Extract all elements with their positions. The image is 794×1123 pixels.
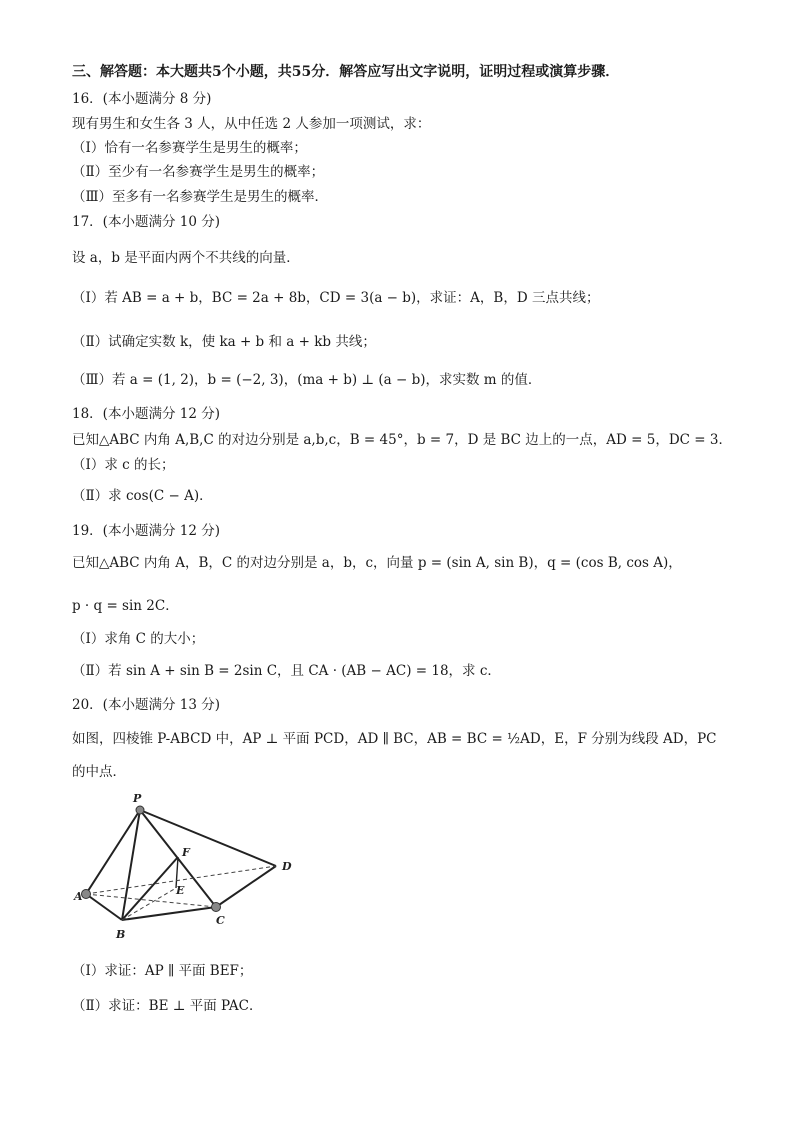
problem-16-part-1: （Ⅰ）恰有一名参赛学生是男生的概率；: [72, 140, 307, 156]
problem-18-stem: 已知△ABC 内角 A,B,C 的对边分别是 a,b,c，B = 45°，b = 7，D 是 BC 边上的一点，AD = 5，DC = 3．: [72, 432, 732, 448]
problem-18-heading: 18．(本小题满分 12 分): [72, 406, 220, 422]
label-P: P: [133, 792, 142, 805]
problem-18-part-1: （Ⅰ）求 c 的长；: [72, 457, 175, 473]
pyramid-figure: [72, 790, 312, 950]
problem-16-part-2: （Ⅱ）至少有一名参赛学生是男生的概率；: [72, 164, 325, 180]
edge-BC: [122, 907, 216, 920]
diagonal-AC-hidden: [86, 894, 216, 907]
problem-16-heading: 16．(本小题满分 8 分): [72, 91, 212, 107]
label-C: C: [216, 914, 225, 927]
label-A: A: [74, 890, 83, 903]
problem-20-part-2: （Ⅱ）求证：BE ⊥ 平面 PAC．: [72, 998, 263, 1014]
problem-17-heading: 17．(本小题满分 10 分): [72, 214, 220, 230]
edge-CD: [216, 866, 276, 907]
problem-17-stem: 设 a，b 是平面内两个不共线的向量．: [72, 250, 300, 266]
problem-17-part-3: （Ⅲ）若 a = (1, 2)，b = (−2, 3)，(ma + b) ⊥ (a − b)，求实数 m 的值．: [72, 372, 542, 388]
vertex-P: [136, 806, 144, 814]
vertex-C: [212, 903, 221, 912]
vertex-A: [82, 890, 91, 899]
edge-PD: [140, 810, 276, 866]
segment-BE-hidden: [122, 888, 176, 920]
label-F: F: [182, 846, 190, 859]
label-D: D: [282, 860, 292, 873]
pyramid-diagram: [72, 790, 312, 950]
problem-19-part-1: （Ⅰ）求角 C 的大小；: [72, 631, 205, 647]
problem-19-heading: 19．(本小题满分 12 分): [72, 523, 220, 539]
problem-17-part-1: （Ⅰ）若 AB = a + b，BC = 2a + 8b，CD = 3(a − b)，求证：A，B，D 三点共线；: [72, 290, 600, 306]
problem-19-stem-cont: p · q = sin 2C．: [72, 598, 179, 614]
label-E: E: [176, 884, 185, 897]
problem-16-part-3: （Ⅲ）至多有一名参赛学生是男生的概率．: [72, 189, 329, 205]
edge-PA: [86, 810, 140, 894]
problem-18-part-2: （Ⅱ）求 cos(C − A)．: [72, 488, 213, 504]
problem-17-part-2: （Ⅱ）试确定实数 k，使 ka + b 和 a + kb 共线；: [72, 334, 376, 350]
problem-20-stem: 如图，四棱锥 P-ABCD 中，AP ⊥ 平面 PCD，AD ∥ BC，AB = BC = ½AD，E，F 分别为线段 AD，PC: [72, 731, 717, 747]
problem-19-part-2: （Ⅱ）若 sin A + sin B = 2sin C，且 CA · (AB − AC) = 18，求 c．: [72, 663, 501, 679]
problem-19-stem: 已知△ABC 内角 A，B，C 的对边分别是 a，b，c，向量 p = (sin A, sin B)，q = (cos B, cos A)，: [72, 555, 682, 571]
problem-20-stem-cont: 的中点．: [72, 764, 126, 780]
problem-20-part-1: （Ⅰ）求证：AP ∥ 平面 BEF；: [72, 963, 253, 979]
edge-AB: [86, 894, 122, 920]
section-header: 三、解答题：本大题共5个小题，共55分．解答应写出文字说明，证明过程或演算步骤．: [72, 64, 620, 80]
label-B: B: [116, 928, 126, 941]
problem-20-heading: 20．(本小题满分 13 分): [72, 697, 220, 713]
problem-16-stem: 现有男生和女生各 3 人，从中任选 2 人参加一项测试，求：: [72, 116, 431, 132]
